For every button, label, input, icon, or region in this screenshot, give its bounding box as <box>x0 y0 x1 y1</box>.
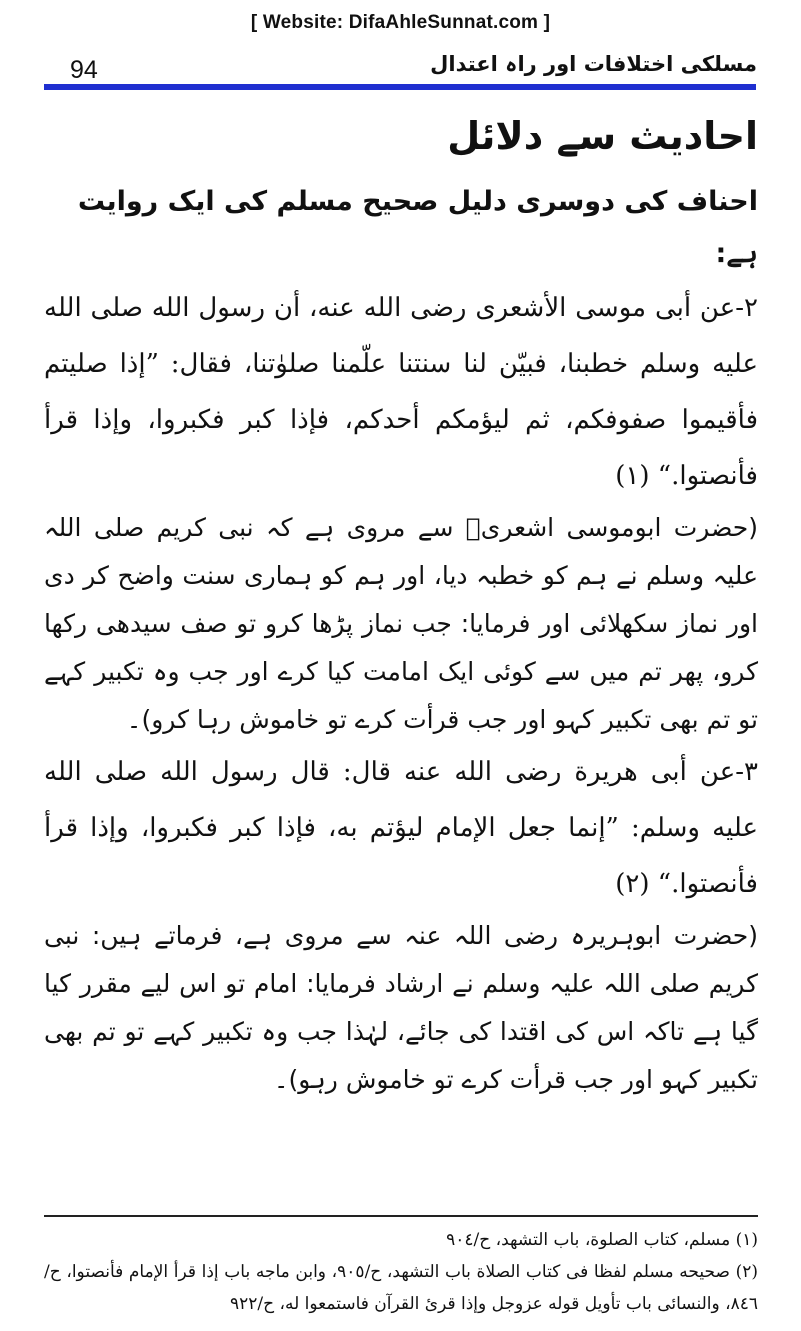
running-title: مسلکی اختلافات اور راہ اعتدال <box>430 52 757 76</box>
footnote-rule <box>44 1215 758 1217</box>
hadith-2-urdu-translation: (حضرت ابوموسی اشعریؓ سے مروی ہے کہ نبی کریم صلی اللہ علیہ وسلم نے ہم کو خطبہ دیا، اور ہم کو ہماری سنت واضح کر دی اور نماز سکھلائی اور فرمایا: جب نماز پڑھا کرو تو صف سیدھی رکھا کرو، پھر تم میں سے کوئی ایک امامت کیا کرے اور جب وہ تکبیر کہے تو تم بھی تکبیر کہو اور جب قرأت کرے تو خاموش رہا کرو)۔ <box>44 513 758 734</box>
footnote-1: (١) مسلم، كتاب الصلوة، باب التشهد، ح/٩٠٤ <box>446 1230 758 1250</box>
header-rule <box>44 84 756 90</box>
page-number: 94 <box>70 56 98 84</box>
section-subheading: احناف کی دوسری دلیل صحیح مسلم کی ایک روایت ہے: <box>77 186 758 269</box>
footnote-2: (٢) صحيحه مسلم لفظا فى كتاب الصلاة باب التشهد، ح/٩٠٥، وابن ماجه باب إذا قرأ الإمام فأنصتوا، ح/٨٤٦، والنسائى باب تأويل قوله عزوجل وإذا قرئ القرآن فاستمعوا له، ح/٩٢٢ <box>44 1262 758 1314</box>
website-banner: [ Website: DifaAhleSunnat.com ] <box>250 12 551 33</box>
page-body <box>44 104 758 1104</box>
hadith-3-arabic: ٣-عن أبى هريرة رضى الله عنه قال: قال رسول الله صلى الله عليه وسلم: ”إنما جعل الإمام ليؤتم به، فإذا كبر فكبروا، وإذا قرأ فأنصتوا.“ (٢) <box>44 757 758 899</box>
hadith-3-urdu-translation: (حضرت ابوہریرہ رضی اللہ عنہ سے مروی ہے، فرماتے ہیں: نبی کریم صلی اللہ علیہ وسلم نے ارشاد فرمایا: امام تو اس لیے مقرر کیا گیا ہے تاکہ اس کی اقتدا کی جائے، لہٰذا جب وہ تکبیر کہے تو تم بھی تکبیر کہو اور جب قرأت کرے تو خاموش رہو)۔ <box>44 921 758 1094</box>
hadith-2-arabic: ٢-عن أبى موسى الأشعرى رضى الله عنه، أن رسول الله صلى الله عليه وسلم خطبنا، فبيّن لنا سنتنا علّمنا صلوٰتنا، فقال: ”إذا صليتم فأقيموا صفوفكم، ثم ليؤمكم أحدكم، فإذا كبر فكبروا، وإذا قرأ فأنصتوا.“ (١) <box>44 293 758 491</box>
section-heading: احادیث سے دلائل <box>447 114 758 158</box>
footnotes <box>44 1224 758 1320</box>
